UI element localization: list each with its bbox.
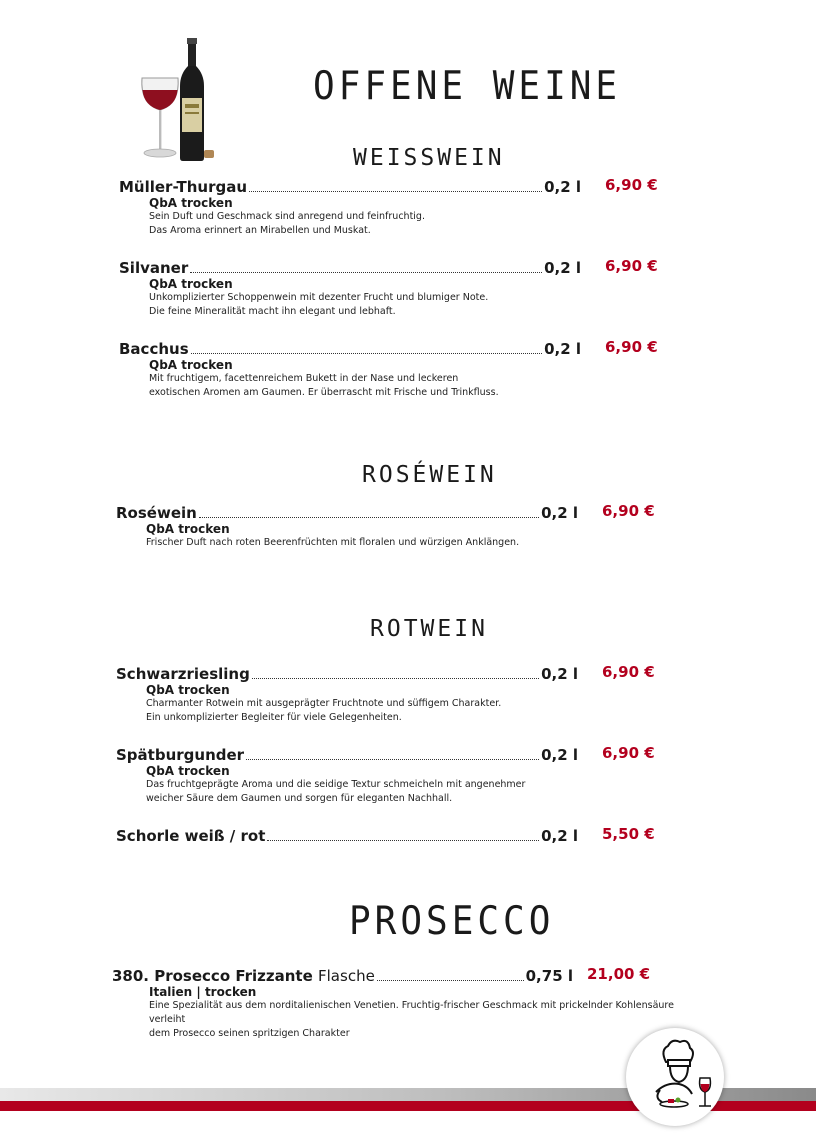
item-price: 6,90 € bbox=[602, 502, 655, 520]
item-name: Silvaner bbox=[119, 259, 189, 277]
item-price: 21,00 € bbox=[587, 965, 651, 983]
dot-leader bbox=[252, 677, 539, 679]
page-title: OFFENE WEINE bbox=[313, 63, 622, 110]
menu-item bbox=[112, 965, 712, 1041]
item-price: 6,90 € bbox=[605, 176, 658, 194]
item-name bbox=[112, 967, 375, 985]
item-subtitle: QbA trocken bbox=[149, 358, 233, 372]
menu-item bbox=[116, 502, 656, 550]
item-price: 5,50 € bbox=[602, 825, 655, 843]
item-description: Frischer Duft nach roten Beerenfrüchten mit floralen und würzigen Anklängen. bbox=[146, 537, 520, 548]
dot-leader bbox=[267, 839, 539, 841]
item-name: Spätburgunder bbox=[116, 746, 245, 764]
item-name: Müller-Thurgau bbox=[119, 178, 248, 196]
item-description: exotischen Aromen am Gaumen. Er überrascht mit Frische und Trinkfluss. bbox=[149, 387, 499, 398]
dot-leader bbox=[199, 516, 539, 518]
item-description: Sein Duft und Geschmack sind anregend und feinfruchtig. bbox=[149, 211, 425, 222]
item-description: Ein unkomplizierter Begleiter für viele Gelegenheiten. bbox=[146, 712, 402, 723]
item-price: 6,90 € bbox=[605, 257, 658, 275]
item-volume: 0,2 l bbox=[541, 746, 578, 764]
item-subtitle: Italien | trocken bbox=[149, 985, 257, 999]
item-volume: 0,2 l bbox=[544, 178, 581, 196]
dot-leader bbox=[249, 190, 542, 192]
item-description: Das fruchtgeprägte Aroma und die seidige Textur schmeicheln mit angenehmer bbox=[146, 779, 526, 790]
menu-item bbox=[116, 663, 656, 725]
dot-leader bbox=[377, 979, 524, 981]
item-volume: 0,2 l bbox=[544, 259, 581, 277]
chef-icon bbox=[626, 1028, 724, 1126]
item-subtitle: QbA trocken bbox=[146, 764, 230, 778]
wine-bottle-glass-icon bbox=[130, 38, 220, 163]
menu-item bbox=[116, 744, 656, 806]
section-title-weisswein: WEISSWEIN bbox=[353, 145, 505, 171]
item-name: Schwarzriesling bbox=[116, 665, 250, 683]
menu-item bbox=[119, 257, 659, 319]
item-name: Schorle weiß / rot bbox=[116, 827, 266, 845]
menu-item bbox=[119, 176, 659, 238]
item-description: Unkomplizierter Schoppenwein mit dezenter Frucht und blumiger Note. bbox=[149, 292, 489, 303]
item-name: Bacchus bbox=[119, 340, 189, 358]
item-name: Roséwein bbox=[116, 504, 197, 522]
item-description: Das Aroma erinnert an Mirabellen und Muskat. bbox=[149, 225, 371, 236]
item-description: Die feine Mineralität macht ihn elegant und lebhaft. bbox=[149, 306, 396, 317]
item-subtitle: QbA trocken bbox=[146, 522, 230, 536]
section-title-rosewein: ROSÉWEIN bbox=[362, 462, 497, 488]
item-name-suffix: Flasche bbox=[318, 967, 375, 985]
item-volume: 0,2 l bbox=[541, 665, 578, 683]
menu-item bbox=[116, 825, 656, 845]
item-subtitle: QbA trocken bbox=[149, 196, 233, 210]
menu-item bbox=[119, 338, 659, 400]
item-name-text: 380. Prosecco Frizzante bbox=[112, 967, 313, 985]
item-price: 6,90 € bbox=[605, 338, 658, 356]
dot-leader bbox=[246, 758, 539, 760]
item-volume: 0,2 l bbox=[541, 504, 578, 522]
item-subtitle: QbA trocken bbox=[149, 277, 233, 291]
item-description: weicher Säure dem Gaumen und sorgen für eleganten Nachhall. bbox=[146, 793, 453, 804]
item-volume: 0,2 l bbox=[544, 340, 581, 358]
item-subtitle: QbA trocken bbox=[146, 683, 230, 697]
section-title-prosecco: PROSECCO bbox=[349, 898, 555, 945]
item-price: 6,90 € bbox=[602, 663, 655, 681]
item-price: 6,90 € bbox=[602, 744, 655, 762]
item-description: Mit fruchtigem, facettenreichem Bukett in der Nase und leckeren bbox=[149, 373, 459, 384]
item-description: Charmanter Rotwein mit ausgeprägter Fruchtnote und süffigem Charakter. bbox=[146, 698, 502, 709]
dot-leader bbox=[191, 352, 542, 354]
chef-badge bbox=[626, 1028, 724, 1126]
dot-leader bbox=[190, 271, 542, 273]
item-description: Eine Spezialität aus dem norditalienischen Venetien. Fruchtig-frischer Geschmack mit prickelnder Kohlensäure verleiht bbox=[149, 1000, 674, 1025]
section-title-rotwein: ROTWEIN bbox=[370, 616, 488, 642]
item-description: dem Prosecco seinen spritzigen Charakter bbox=[149, 1028, 350, 1039]
item-volume: 0,75 l bbox=[525, 967, 573, 985]
item-volume: 0,2 l bbox=[541, 827, 578, 845]
